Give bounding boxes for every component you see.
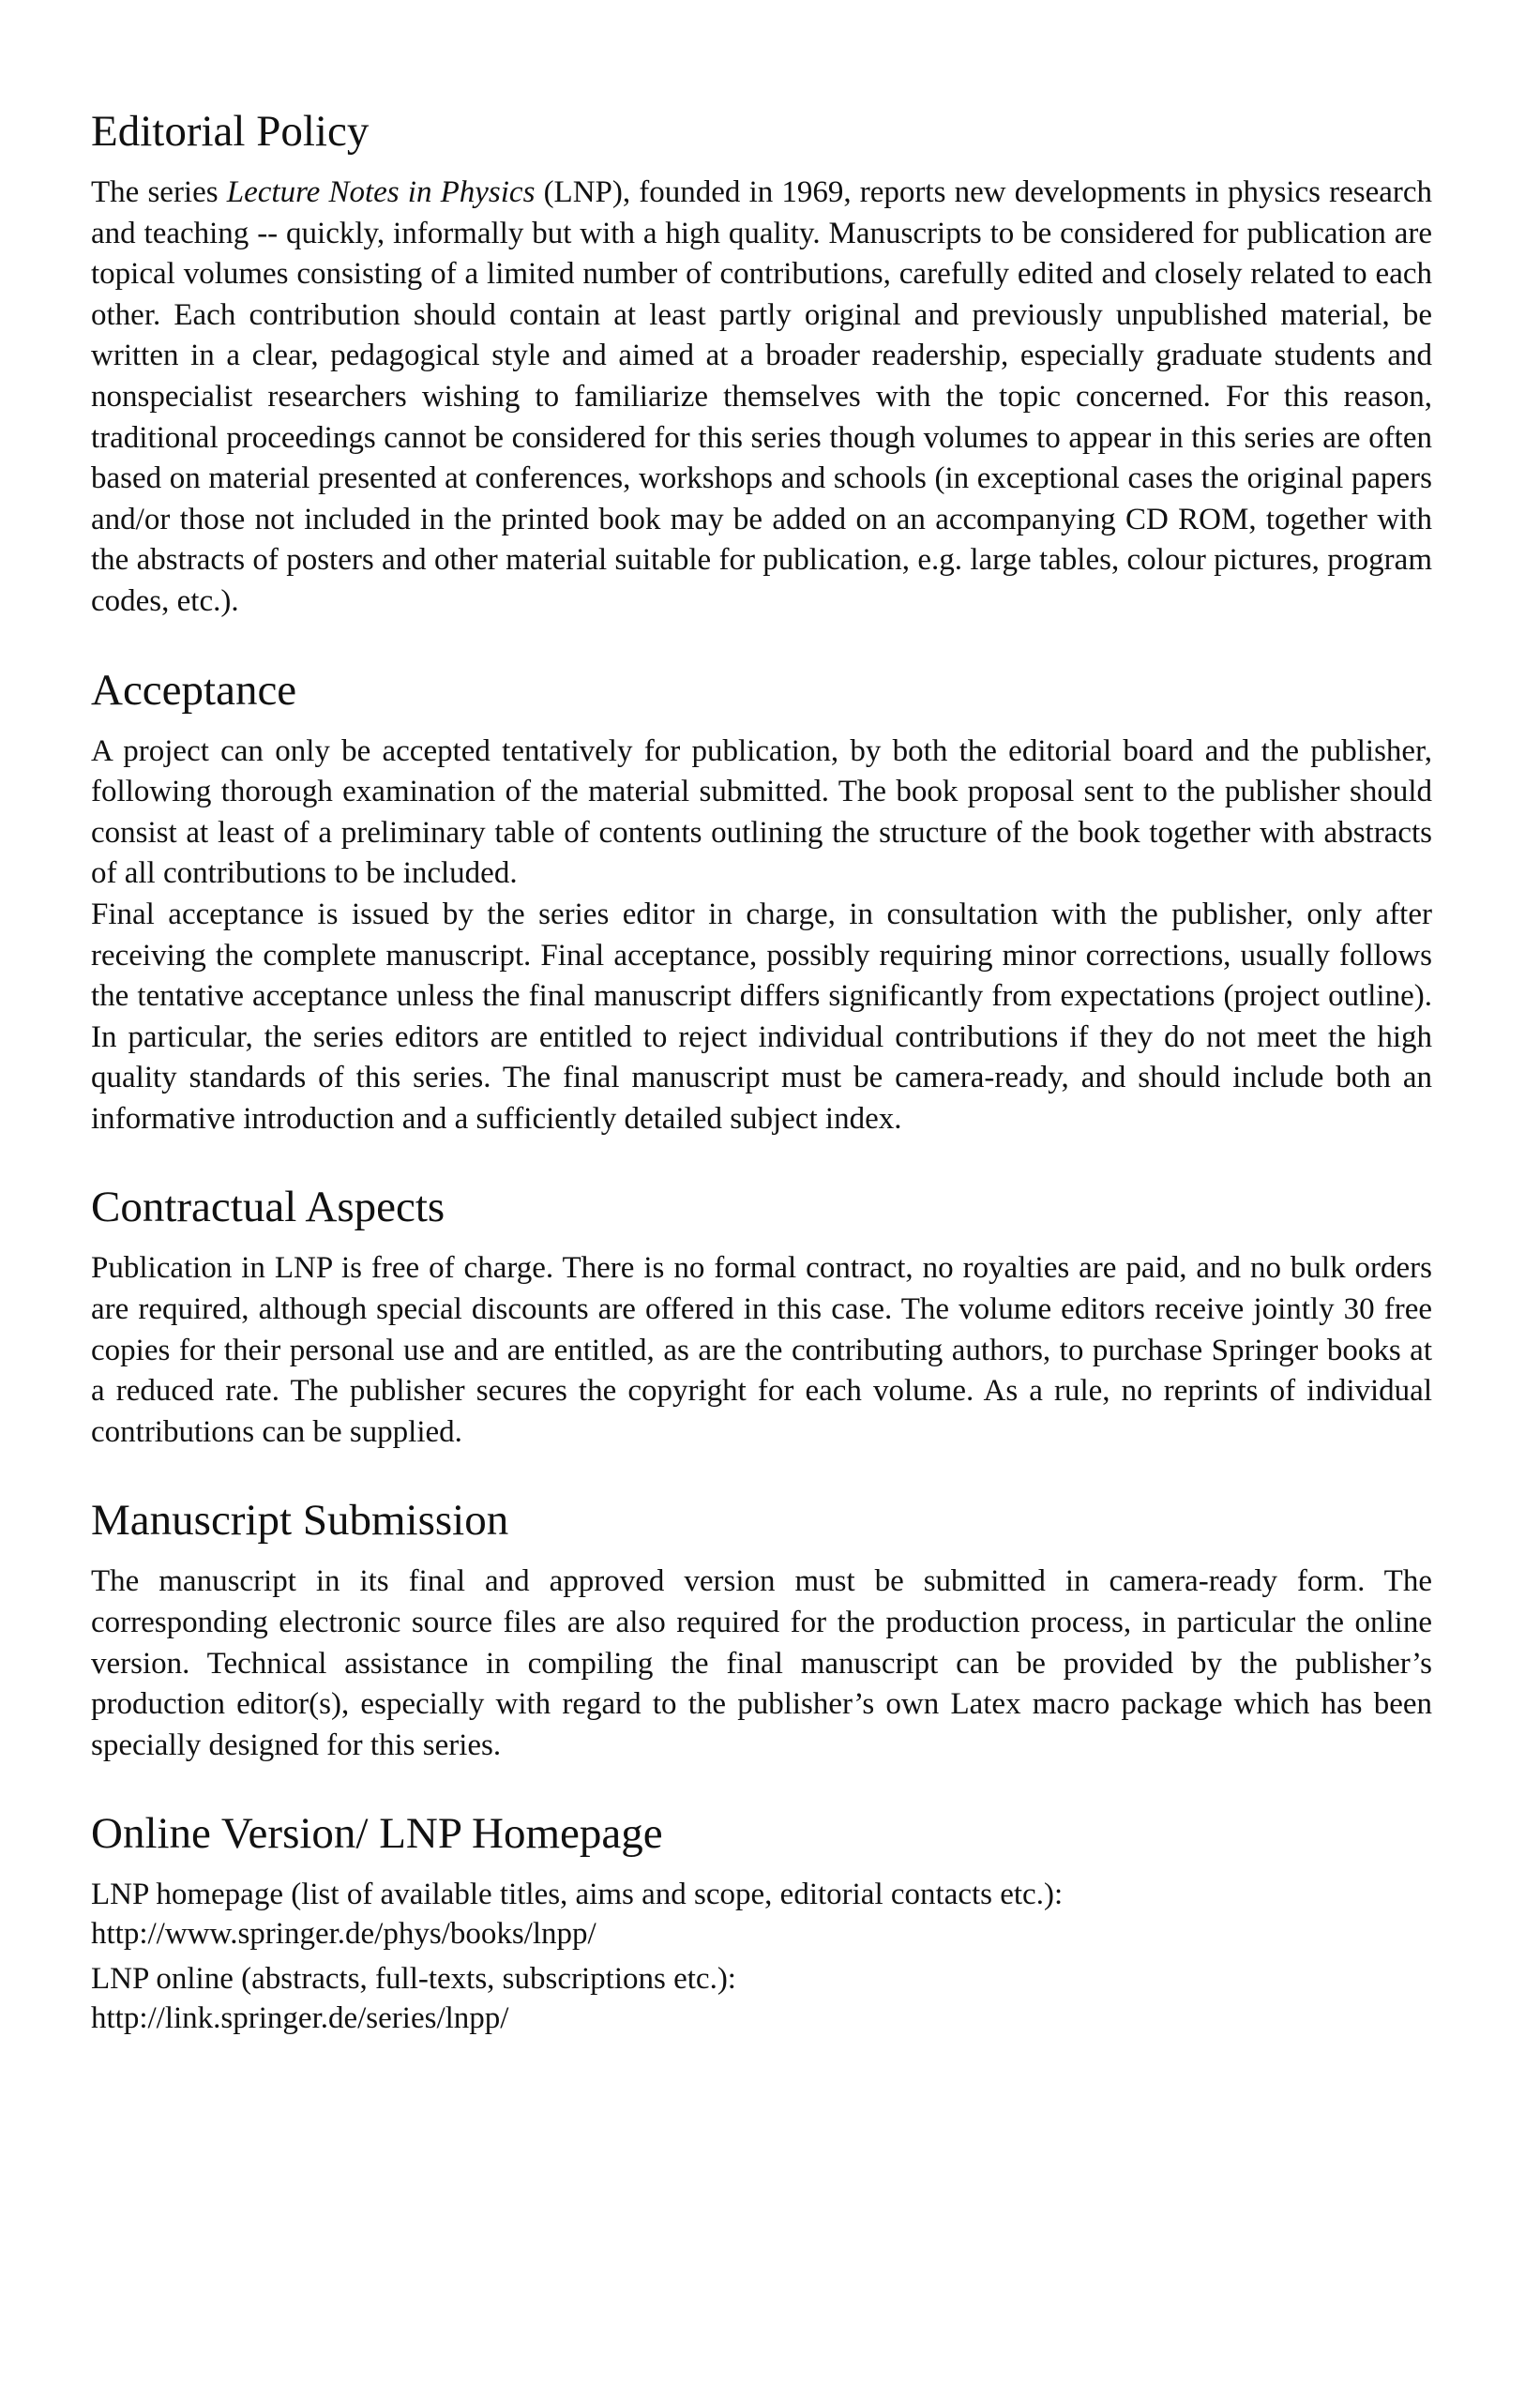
section-online-version	[91, 1807, 1432, 2038]
editorial-policy-text-body: (LNP), founded in 1969, reports new developments in physics research and teaching -- quickly, informally but with a high quality. Manuscripts to be considered for publication are topical volumes consisting of a limited number of contributions, carefully edited and closely related to each other. Each contribution should contain at least partly original and previously unpublished material, be written in a clear, pedagogical style and aimed at a broader readership, especially graduate students and nonspecialist researchers wishing to familiarize themselves with the topic concerned. For this reason, traditional proceedings cannot be considered for this series though volumes to appear in this series are often based on material presented at conferences, workshops and schools (in exceptional cases the original papers and/or those not included in the printed book may be added on an accompanying CD ROM, together with the abstracts of posters and other material suitable for publication, e.g. large tables, colour pictures, program codes, etc.).	[91, 175, 1432, 618]
section-editorial-policy	[91, 105, 1432, 623]
section-manuscript-submission	[91, 1494, 1432, 1766]
homepage-link-group	[91, 1875, 1432, 1954]
acceptance-paragraph-1: A project can only be accepted tentatively for publication, by both the editorial board and the publisher, following thorough examination of the material submitted. The book proposal sent to the publisher should consist at least of a preliminary table of contents outlining the structure of the book together with abstracts of all contributions to be included.	[91, 733, 1432, 891]
contractual-aspects-text: Publication in LNP is free of charge. There is no formal contract, no royalties are paid, and no bulk orders are required, although special discounts are offered in this case. The volume editors receive jointly 30 free copies for their personal use and are entitled, as are the contributing authors, to purchase Springer books at a reduced rate. The publisher secures the copyright for each volume. As a rule, no reprints of individual contributions can be supplied.	[91, 1251, 1432, 1449]
editorial-policy-text	[91, 173, 1432, 623]
heading-acceptance: Acceptance	[91, 665, 297, 715]
heading-contractual-aspects: Contractual Aspects	[91, 1183, 445, 1232]
online-link-group	[91, 1959, 1432, 2038]
series-name: Lecture Notes in Physics	[226, 175, 536, 209]
heading-editorial-policy: Editorial Policy	[91, 107, 370, 156]
online-label: LNP online (abstracts, full-texts, subscriptions etc.):	[91, 1962, 736, 1997]
homepage-label: LNP homepage (list of available titles, aims and scope, editorial contacts etc.):	[91, 1878, 1064, 1912]
editorial-policy-text-lead: The series	[91, 175, 227, 209]
manuscript-submission-text: The manuscript in its final and approved version must be submitted in camera-ready form. The corresponding electronic source files are also required for the production process, in particular the online version. Technical assistance in compiling the final manuscript can be provided by the publisher’s production editor(s), especially with regard to the publisher’s own Latex macro package which has been specially designed for this series.	[91, 1564, 1432, 1762]
section-contractual-aspects	[91, 1181, 1432, 1453]
homepage-url[interactable]: http://www.springer.de/phys/books/lnpp/	[91, 1917, 596, 1952]
document-page	[91, 105, 1432, 2044]
online-url[interactable]: http://link.springer.de/series/lnpp/	[91, 2001, 509, 2036]
heading-online-version: Online Version/ LNP Homepage	[91, 1809, 663, 1859]
section-acceptance	[91, 664, 1432, 1140]
acceptance-paragraph-2: Final acceptance is issued by the series editor in charge, in consultation with the publisher, only after receiving the complete manuscript. Final acceptance, possibly requiring minor corrections, usually follows the tentative acceptance unless the final manuscript differs significantly from expectations (project outline). In particular, the series editors are entitled to reject individual contributions if they do not meet the high quality standards of this series. The final manuscript must be camera-ready, and should include both an informative introduction and a sufficiently detailed subject index.	[91, 897, 1432, 1136]
heading-manuscript-submission: Manuscript Submission	[91, 1496, 509, 1546]
